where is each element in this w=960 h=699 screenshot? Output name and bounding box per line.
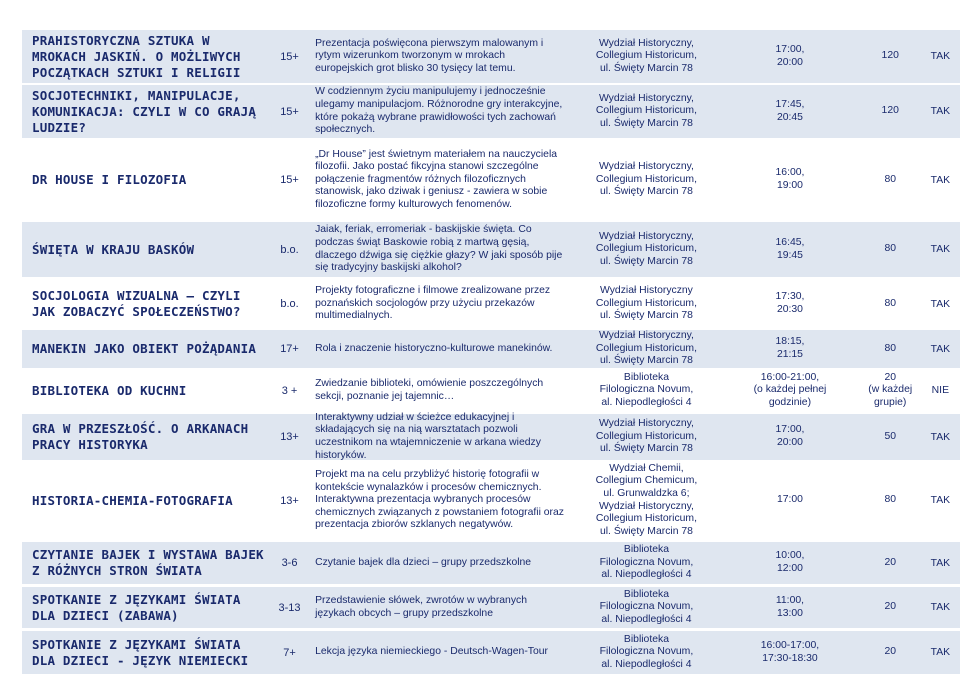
event-description: Lekcja języka niemieckiego - Deutsch-Wagen-Tour [315, 646, 549, 658]
event-time: 11:00, 13:00 [775, 594, 805, 619]
event-time: 17:00, 20:00 [775, 424, 805, 448]
seat-count: 120 [881, 105, 899, 117]
event-title: SOCJOTECHNIKI, MANIPULACJE, KOMUNIKACJA: CZYLI W CO GRAJĄ LUDZIE? [32, 87, 257, 135]
seat-count: 80 [884, 297, 896, 309]
registration-flag: TAK [930, 431, 951, 443]
registration-flag: TAK [930, 174, 951, 186]
event-time: 17:45, 20:45 [775, 98, 805, 123]
event-time: 16:00, 19:00 [775, 167, 805, 191]
event-location: Wydział Historyczny, Collegium Historicum, ul. Święty Marcin 78 [595, 92, 697, 129]
event-description: Przedstawienie słówek, zwrotów w wybranych językach obcych – grupy przedszkolne [315, 594, 528, 619]
event-location: Wydział Historyczny, Collegium Historicum, ul. Święty Marcin 78 [595, 418, 697, 455]
event-description: „Dr House” jest świetnym materiałem na nauczyciela filozofii. Jako postać fikcyjna stanowi szczególne połączenie fragmentów różnych filozoficznych stanowisk, jako dziwak i geniusz - zawiera w sobie filozoficzne formy kulturowych fenomenów. [315, 148, 558, 210]
event-title: DR HOUSE I FILOZOFIA [32, 172, 187, 187]
table-row [22, 370, 960, 411]
event-description: Zwiedzanie biblioteki, omówienie poszczególnych sekcji, poznanie jej tajemnic… [315, 377, 544, 402]
event-time: 10:00, 12:00 [775, 550, 805, 574]
age-group: 15+ [280, 50, 299, 63]
table-row [22, 462, 960, 539]
event-description: Czytanie bajek dla dzieci – grupy przedszkolne [315, 556, 532, 568]
event-description: Jaiak, feriak, erromeriak - baskijskie święta. Co podczas świąt Baskowie robią z martwą gęsią, dlaczego dźwiga się ciężkie głazy? W jaki sposób pije się tradycyjny baskijski alkohol? [315, 224, 563, 274]
age-group: 7+ [283, 646, 296, 659]
age-group: b.o. [280, 243, 299, 256]
event-time: 16:00-21:00, (o każdej pełnej godzinie) [753, 371, 827, 408]
event-location: Wydział Chemii, Collegium Chemicum, ul. Grunwaldzka 6; Wydział Historyczny, Collegium Historicum, ul. Święty Marcin 78 [595, 462, 698, 537]
registration-flag: TAK [930, 298, 951, 310]
seat-count: 120 [881, 50, 899, 62]
seat-count: 20 [884, 646, 896, 658]
event-description: W codziennym życiu manipulujemy i jednocześnie ulegamy manipulacjom. Różnorodne gry interakcyjne, które pokażą wybrane prawidłowości tych zachowań społecznych. [315, 86, 563, 136]
event-time: 16:45, 19:45 [775, 236, 805, 261]
age-group: 3-6 [281, 557, 298, 569]
registration-flag: TAK [930, 495, 951, 506]
table-row [22, 85, 960, 138]
event-location: Wydział Historyczny Collegium Historicum, ul. Święty Marcin 78 [595, 285, 697, 322]
event-time: 17:30, 20:30 [775, 291, 805, 315]
event-title: GRA W PRZESZŁOŚĆ. O ARKANACH PRACY HISTORYKA [32, 421, 249, 452]
event-location: Wydział Historyczny, Collegium Historicum, ul. Święty Marcin 78 [595, 330, 697, 367]
event-title: ŚWIĘTA W KRAJU BASKÓW [32, 241, 195, 257]
seat-count: 20 (w każdej grupie) [868, 371, 913, 408]
registration-flag: TAK [930, 244, 951, 255]
age-group: 3 + [281, 384, 298, 397]
age-group: 13+ [280, 431, 299, 443]
table-row [22, 330, 960, 368]
table-row [22, 30, 960, 83]
registration-flag: NIE [931, 385, 949, 396]
registration-flag: TAK [930, 557, 951, 569]
age-group: 15+ [280, 174, 299, 186]
event-time: 17:00 [776, 494, 803, 506]
table-row [22, 142, 960, 218]
table-row [22, 411, 960, 461]
seat-count: 20 [884, 601, 896, 613]
event-time: 16:00-17:00, 17:30-18:30 [760, 639, 820, 664]
event-location: Biblioteka Filologiczna Novum, al. Niepodległości 4 [599, 544, 694, 581]
seat-count: 20 [884, 556, 896, 568]
event-title: MANEKIN JAKO OBIEKT POŻĄDANIA [32, 341, 257, 356]
registration-flag: TAK [930, 343, 951, 355]
age-group: 15+ [280, 105, 299, 118]
event-time: 18:15, 21:15 [775, 336, 805, 360]
event-title: SOCJOLOGIA WIZUALNA – CZYLI JAK ZOBACZYĆ SPOŁECZEŃSTWO? [32, 288, 241, 319]
event-description: Rola i znaczenie historyczno-kulturowe manekinów. [315, 342, 553, 354]
event-title: SPOTKANIE Z JĘZYKAMI ŚWIATA DLA DZIECI (ZABAWA) [32, 591, 241, 623]
event-location: Wydział Historyczny, Collegium Historicum, ul. Święty Marcin 78 [595, 230, 697, 267]
seat-count: 80 [884, 173, 896, 185]
event-location: Biblioteka Filologiczna Novum, al. Niepodległości 4 [599, 371, 694, 408]
event-title: CZYTANIE BAJEK I WYSTAWA BAJEK Z RÓŻNYCH STRON ŚWIATA [32, 547, 264, 578]
seat-count: 50 [884, 430, 896, 442]
seat-count: 80 [884, 342, 896, 354]
event-location: Biblioteka Filologiczna Novum, al. Niepodległości 4 [599, 588, 694, 625]
table-row [22, 587, 960, 628]
event-time: 17:00, 20:00 [775, 43, 805, 68]
table-row [22, 542, 960, 584]
registration-flag: TAK [930, 51, 951, 62]
event-title: HISTORIA-CHEMIA-FOTOGRAFIA [32, 492, 233, 508]
table-row [22, 281, 960, 327]
event-description: Projekty fotograficzne i filmowe zrealizowane przez poznańskich socjologów przy użyciu przekazów multimedialnych. [315, 285, 551, 322]
registration-flag: TAK [930, 106, 951, 117]
registration-flag: TAK [930, 647, 951, 658]
event-title: SPOTKANIE Z JĘZYKAMI ŚWIATA DLA DZIECI - JĘZYK NIEMIECKI [32, 636, 249, 668]
event-location: Wydział Historyczny, Collegium Historicum, ul. Święty Marcin 78 [595, 161, 697, 198]
seat-count: 80 [884, 494, 896, 506]
age-group: 17+ [280, 343, 299, 355]
event-location: Wydział Historyczny, Collegium Historicum, ul. Święty Marcin 78 [595, 37, 697, 74]
event-description: Projekt ma na celu przybliżyć historię fotografii w kontekście wynalazków i procesów chemicznych. Interaktywna prezentacja wybranych procesów chemicznych związanych z powstaniem fotografii oraz prezentacja zbiorów szklanych negatywów. [315, 469, 564, 531]
event-title: BIBLIOTEKA OD KUCHNI [32, 382, 187, 398]
age-group: 3-13 [278, 601, 301, 614]
age-group: b.o. [280, 298, 299, 310]
seat-count: 80 [884, 243, 896, 255]
table-row [22, 631, 960, 674]
event-location: Biblioteka Filologiczna Novum, al. Niepodległości 4 [599, 633, 694, 670]
registration-flag: TAK [930, 602, 951, 613]
age-group: 13+ [280, 494, 299, 507]
event-description: Prezentacja poświęcona pierwszym malowanym i rytym wizerunkom tworzonym w mrokach europejskich grot blisko 30 tysięcy lat temu. [315, 37, 544, 74]
event-title: PRAHISTORYCZNA SZTUKA W MROKACH JASKIŃ. O MOŻLIWYCH POCZĄTKACH SZTUKI I RELIGII [32, 32, 241, 80]
table-row [22, 222, 960, 277]
event-description: Interaktywny udział w ścieżce edukacyjnej i składających się na nią warsztatach pozwoli uczestnikom na wtajemniczenie w arkana wiedzy historyków. [315, 411, 541, 461]
